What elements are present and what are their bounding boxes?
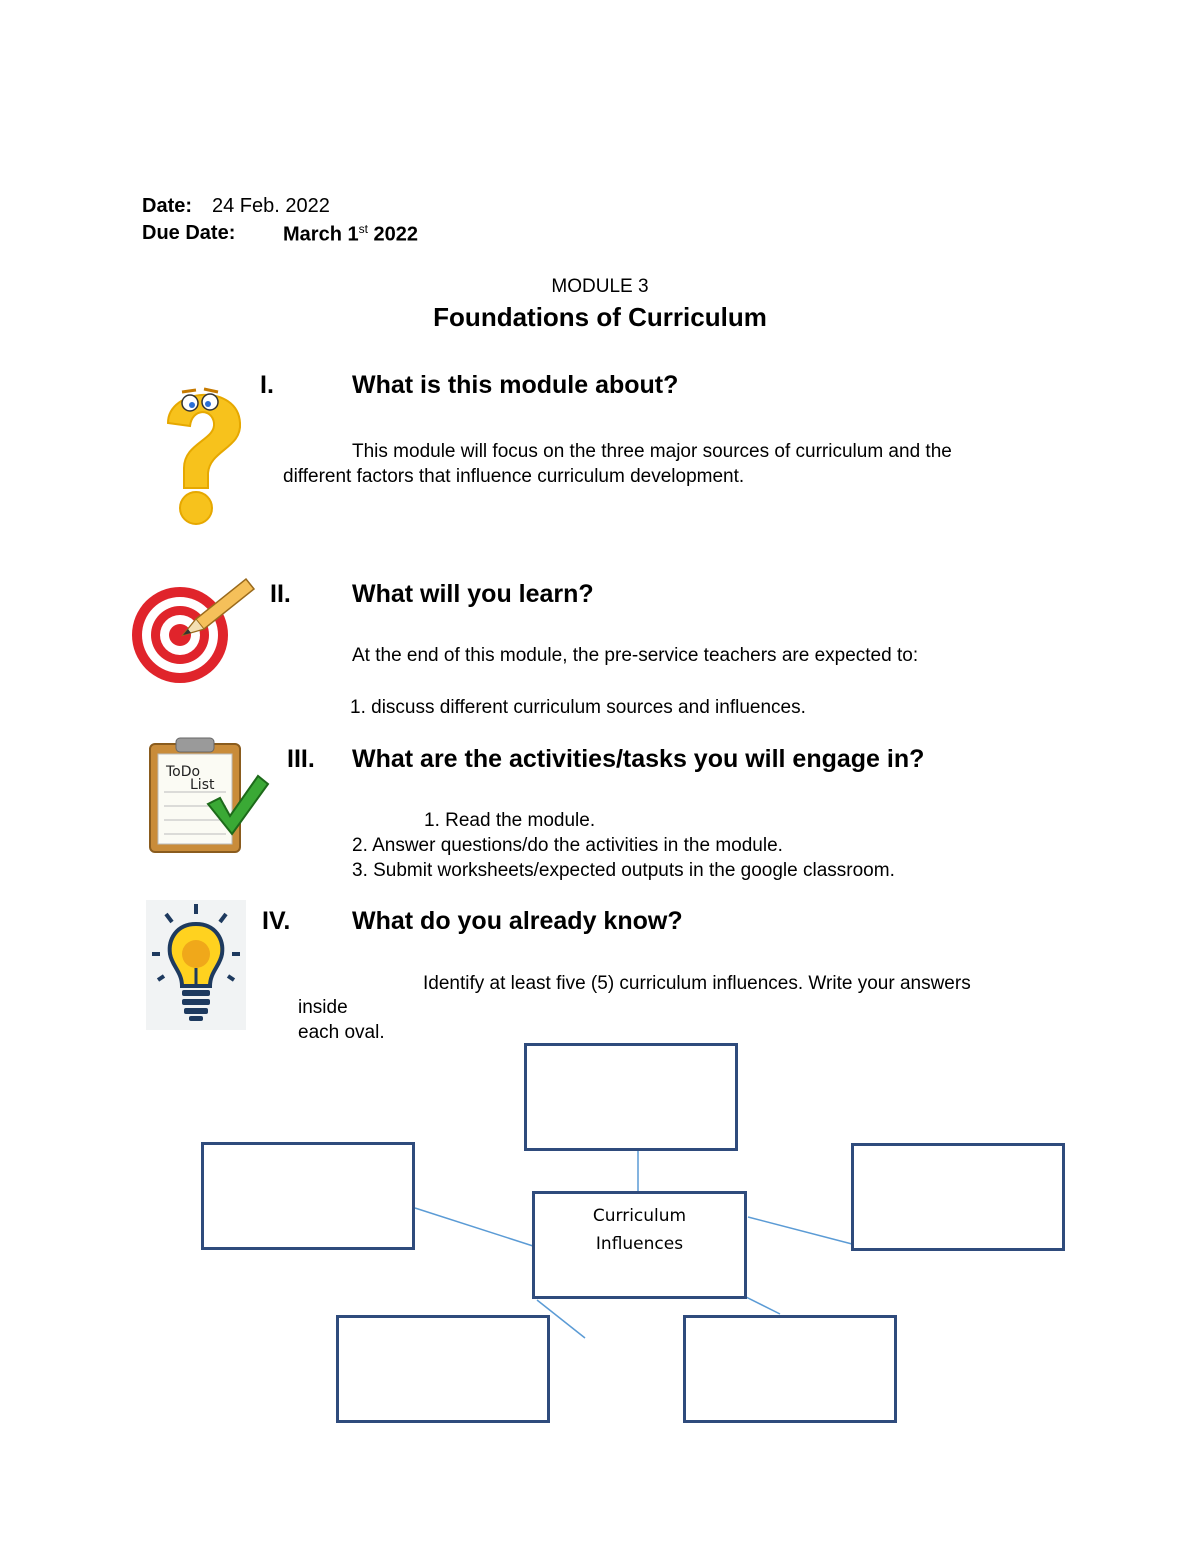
module-label: MODULE 3	[551, 276, 649, 297]
answer-box-right[interactable]	[851, 1143, 1065, 1251]
due-date-label: Due Date:	[142, 222, 236, 244]
section-4-title: What do you already know?	[352, 907, 683, 935]
center-box	[532, 1191, 747, 1299]
center-label-line-2: Influences	[595, 1234, 684, 1254]
section-3-item-1: 1. Read the module.	[424, 810, 596, 831]
section-1-body-line-1: This module will focus on the three major sources of curriculum and the	[352, 441, 952, 462]
due-date-year: 2022	[367, 223, 418, 246]
section-2-numeral: II.	[270, 580, 291, 608]
due-date-ordinal: st	[358, 222, 368, 236]
section-1-title: What is this module about?	[352, 371, 679, 399]
section-2-title: What will you learn?	[352, 580, 594, 608]
document-title: Foundations of Curriculum	[433, 302, 767, 332]
date-label: Date:	[142, 195, 193, 217]
center-label-line-1: Curriculum	[592, 1206, 687, 1226]
todo-icon-text-1: ToDo	[166, 764, 201, 780]
section-1-body-line-2: different factors that influence curriculum development.	[283, 466, 745, 487]
section-3-item-3: 3. Submit worksheets/expected outputs in the google classroom.	[352, 860, 895, 881]
section-3-numeral: III.	[287, 745, 315, 773]
due-date-month-day: March 1	[283, 223, 359, 246]
section-1-numeral: I.	[260, 371, 274, 399]
answer-box-bottom-left[interactable]	[336, 1315, 550, 1423]
section-3-item-2: 2. Answer questions/do the activities in the module.	[352, 835, 783, 856]
section-2-intro: At the end of this module, the pre-service teachers are expected to:	[352, 645, 919, 666]
section-3-title: What are the activities/tasks you will engage in?	[352, 745, 925, 773]
section-4-body-line-1: Identify at least five (5) curriculum influences. Write your answers	[423, 973, 971, 994]
date-value: 24 Feb. 2022	[212, 195, 330, 217]
todo-icon-text-2: List	[190, 777, 215, 793]
section-2-item-1: 1. discuss different curriculum sources and influences.	[350, 697, 806, 718]
section-4-body-line-2: inside	[298, 997, 348, 1018]
section-4-numeral: IV.	[262, 907, 291, 935]
answer-box-top[interactable]	[524, 1043, 738, 1151]
answer-box-bottom-right[interactable]	[683, 1315, 897, 1423]
section-4-body-line-3: each oval.	[298, 1022, 385, 1043]
answer-box-left[interactable]	[201, 1142, 415, 1250]
